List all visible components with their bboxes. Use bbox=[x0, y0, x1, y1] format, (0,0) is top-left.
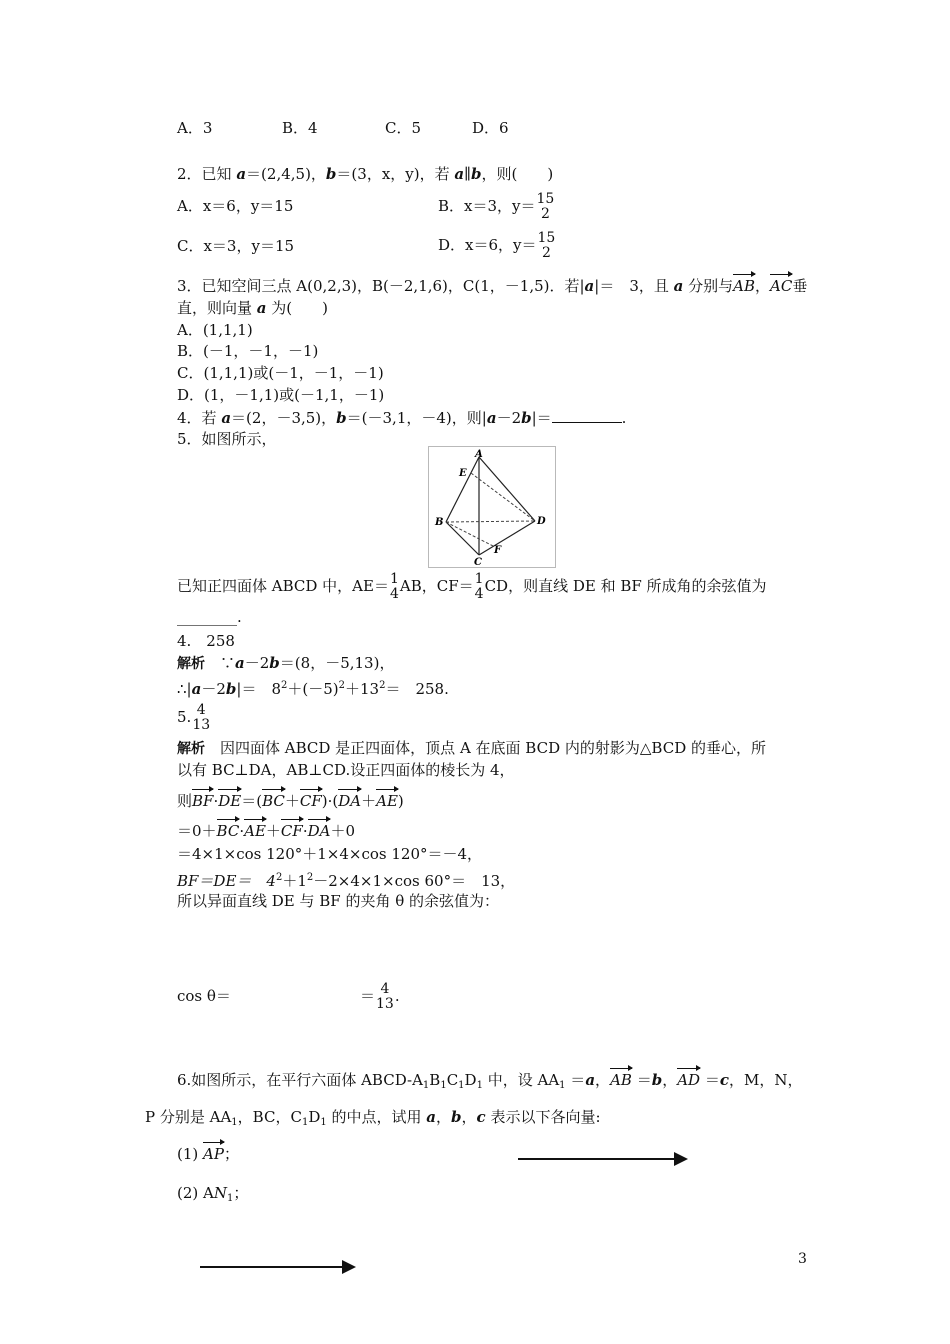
answer-5-fraction: 4 13 bbox=[192, 702, 211, 733]
label-f: F bbox=[494, 545, 502, 556]
q6-stem-line2: P 分别是 $AA_1$，BC，$C_1D_1$ 的中点，试用 a，b，c 表示以下各向量: bbox=[145, 1108, 601, 1128]
q4-stem: 4．若 a＝(2，－3,5)，b＝(－3,1，－4)，则|a－2b|＝ . bbox=[177, 409, 627, 427]
q2-d-fraction: 15 2 bbox=[537, 230, 556, 261]
answer-4: 4. 258 bbox=[177, 632, 235, 650]
label-a: A bbox=[475, 449, 483, 460]
q6-stem-line1: 6.如图所示，在平行六面体 ABCD-$A_1B_1C_1D_1$ 中，设 $AA_1 =a$，AB ＝b，AD ＝c，M，N， bbox=[177, 1071, 803, 1091]
cos-theta-label: cos θ＝ bbox=[177, 987, 231, 1005]
label-d: D bbox=[537, 516, 546, 527]
q5-fraction-1: 1 4 bbox=[389, 571, 399, 602]
answer-4-solution-2: ∴|a－2b|＝ $8^2+(-5)^2+13^2=$ 258. bbox=[177, 680, 449, 698]
q2-option-a: A．x＝6，y＝15 bbox=[177, 197, 294, 215]
q2-option-d: D．x＝6，y＝ 15 2 bbox=[438, 230, 556, 261]
q6-item-1: (1) AP； bbox=[177, 1145, 239, 1163]
q3-option-c: C．(1,1,1)或(－1，－1，－1) bbox=[177, 364, 384, 382]
analysis-heading-5: 解析 bbox=[177, 741, 205, 757]
q3-stem-line2: 直，则向量 a 为( ) bbox=[177, 299, 328, 317]
answer-5-eq-4: BF＝DE＝ $4^2+1^2-2\times 4\times 1\times\cos$ 60°＝ 13， bbox=[177, 872, 516, 890]
q2-option-b: B．x＝3，y＝ 15 2 bbox=[438, 191, 555, 222]
q3-option-d: D．(1，－1,1)或(－1,1，－1) bbox=[177, 386, 385, 404]
answer-5-conclusion: 所以异面直线 DE 与 BF 的夹角 θ 的余弦值为： bbox=[177, 892, 500, 910]
label-e: E bbox=[459, 468, 467, 479]
q3-option-b: B．(－1，－1，－1) bbox=[177, 342, 319, 360]
q3-option-a: A．(1,1,1) bbox=[177, 321, 253, 339]
q5-stem: 已知正四面体 ABCD 中，AE＝ 1 4 AB，CF＝ 1 4 CD，则直线 DE 和 BF 所成角的余弦值为 bbox=[177, 571, 767, 602]
vector-ab: AB bbox=[733, 277, 756, 295]
cos-fraction: 4 13 bbox=[376, 981, 394, 1012]
answer-5-para-1: 解析 因四面体 ABCD 是正四面体，顶点 A 在底面 BCD 内的射影为△BCD 的垂心，所 bbox=[177, 739, 766, 757]
answer-5-eq-2: ＝0＋BC·AE＋CF·DA＋0 bbox=[177, 822, 355, 840]
answer-4-solution-1: 解析 ∵a－2b＝(8，－5,13)， bbox=[177, 654, 395, 672]
vector-ad-q6: AD bbox=[677, 1071, 701, 1089]
q5-answer-blank: ________. bbox=[177, 608, 242, 626]
answer-5-para-2: 以有 BC⊥DA，AB⊥CD.设正四面体的棱长为 4， bbox=[177, 761, 515, 779]
q2-b-fraction: 15 2 bbox=[536, 191, 555, 222]
label-b: B bbox=[435, 517, 444, 528]
q2-option-c: C．x＝3，y＝15 bbox=[177, 237, 295, 255]
vector-ac: AC bbox=[770, 277, 793, 295]
q6-item-2: (2) $AN_1$； bbox=[177, 1184, 249, 1204]
q2-stem: 2．已知 a＝(2,4,5)，b＝(3，x，y)，若 a∥b，则( ) bbox=[177, 165, 554, 183]
vector-ap: AP bbox=[203, 1145, 224, 1163]
q1-option-c: C．5 bbox=[385, 119, 422, 137]
vector-ab-q6: AB bbox=[610, 1071, 632, 1089]
answer-blank bbox=[552, 408, 622, 423]
label-c: C bbox=[474, 557, 482, 567]
answer-5: 5. 4 13 bbox=[177, 702, 211, 733]
q1-option-a: A．3 bbox=[177, 119, 213, 137]
q1-option-b: B．4 bbox=[282, 119, 318, 137]
tetrahedron-figure bbox=[428, 446, 556, 568]
analysis-heading: 解析 bbox=[177, 656, 205, 672]
q1-option-d: D．6 bbox=[472, 119, 509, 137]
vector-arrow-2 bbox=[200, 1266, 354, 1268]
q3-stem-line1: 3．已知空间三点 A(0,2,3)，B(－2,1,6)，C(1，－1,5)．若|a|＝ 3，且 a 分别与AB，AC垂 bbox=[177, 277, 808, 295]
vector-arrow-1 bbox=[518, 1158, 686, 1160]
answer-5-eq-1: 则BF·DE＝(BC＋CF)·(DA＋AE) bbox=[177, 792, 404, 810]
cos-theta-result: ＝ 4 13 . bbox=[360, 981, 400, 1012]
q5-fraction-2: 1 4 bbox=[474, 571, 484, 602]
answer-5-eq-3: ＝4×1×cos 120°＋1×4×cos 120°＝－4， bbox=[177, 845, 483, 863]
page-number: 3 bbox=[798, 1251, 807, 1267]
q5-intro: 5．如图所示， bbox=[177, 430, 277, 448]
tetrahedron-diagram bbox=[429, 447, 555, 567]
